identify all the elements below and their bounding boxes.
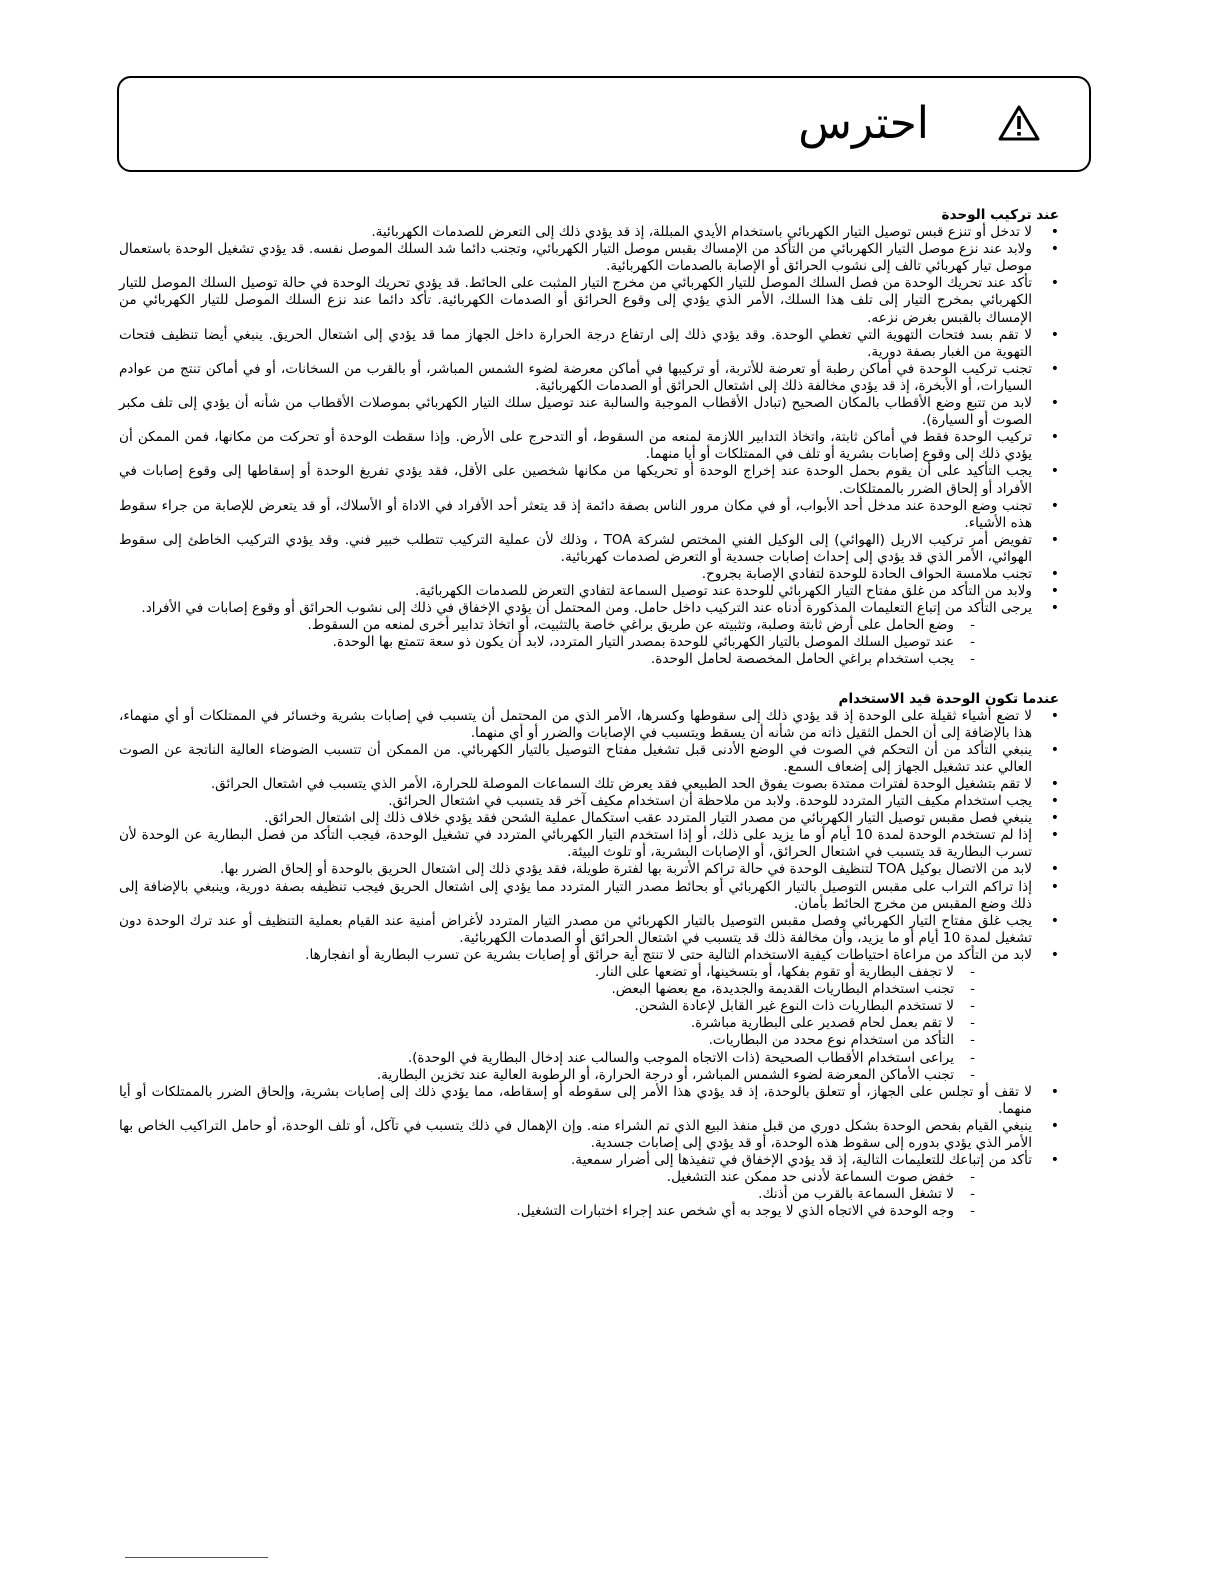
list-item [119,566,1059,583]
sub-list-item: - التأكد من استخدام نوع محدد من البطاريات. [119,1032,1032,1049]
list-item-text: ولابد عند نزع موصل التيار الكهربائي من التأكد من الإمساك بقبس موصل التيار الكهربائي، وتجنب دائما شد السلك الموصل نفسه. قد يؤدي تشغيل الوحدة باستعمال موصل تيار كهربائي تالف إلى نشوب الحرائق أو الإصابة بالصدمات الكهربائية. [119,241,1032,275]
list-item [119,913,1059,947]
list-item-text: يجب التأكيد على أن يقوم بحمل الوحدة عند إخراج الوحدة أو تحريكها من مكانها شخصين على الأقل، فقد يؤدي تفريغ الوحدة أو إسقاطها إلى وقوع إصابات في الأفراد أو إلحاق الضرر بالممتلكات. [119,463,1032,497]
list-item-text: لا تقف أو تجلس على الجهاز، أو تتعلق بالوحدة، إذ قد يؤدي هذا الأمر إلى سقوطه أو إسقاطه، مما يؤدي ذلك إلى إصابات بشرية، وإلحاق الضرر بالممتلكات أو أيا منهما. [119,1083,1032,1117]
footer-rule [125,1557,268,1558]
sub-list [119,1169,1032,1220]
sub-list-item: - لا تجفف البطارية أو تقوم بفكها، أو بتسخينها، أو تضعها على النار. [119,964,1032,981]
caution-title: احترس [798,98,929,149]
sub-list-item: - تجنب الأماكن المعرضة لضوء الشمس المباشر، أو درجة الحرارة، أو الرطوبة العالية عند تخزين البطارية. [119,1067,1032,1084]
list-item-text: تأكد من إتباعك للتعليمات التالية، إذ قد يؤدي الإخفاق في تنفيذها إلى أضرار سمعية. [570,1152,1032,1169]
list-item-text: تجنب ملامسة الحواف الحادة للوحدة لتفادي الإصابة بجروح. [701,565,1032,582]
list-item [119,1118,1059,1152]
sub-list-item: - يراعى استخدام الأقطاب الصحيحة (ذات الاتجاه الموجب والسالب عند إدخال البطارية في الوحدة). [119,1050,1032,1067]
list-item [119,708,1059,742]
list-item [119,532,1059,566]
list-item [119,395,1059,429]
list-item-text: لا تقم بسد فتحات التهوية التي تغطي الوحدة. وقد يؤدي ذلك إلى ارتفاع درجة الحرارة داخل الجهاز مما قد يؤدي إلى اشتعال الحريق. ينبغي أيضا تنظيف فتحات التهوية من الغبار بصفة دورية. [119,326,1032,360]
list-item-text: تجنب تركيب الوحدة في أماكن رطبة أو تعرضة للأتربة، أو تركيبها في أماكن معرضة لضوء الشمس المباشر، أو بالقرب من السخانات، أو في أماكن تنتج من عوادم السيارات، أو الأبخرة، إذ قد يؤدي مخالفة ذلك إلى اشتعال الحرائق أو الصدمات الكهربائية. [119,360,1032,394]
sub-list-item: - وضع الحامل على أرض ثابتة وصلبة، وتثبيته عن طريق براغي خاصة بالتثبيت، أو اتخاذ تدابير أخرى لمنعه من السقوط. [119,617,1032,634]
list-item-text: تفويض أمر تركيب الاريل (الهوائي) إلى الوكيل الفني المختص لشركة TOA ، وذلك لأن عملية التركيب تتطلب خبير فني. وقد يؤدي التركيب الخاطئ إلى سقوط الهوائي، الأمر الذي قد يؤدي إلى إحداث إصابات جسدية أو التعرض لصدمات كهربائية. [119,531,1032,565]
list-item [119,879,1059,913]
list-item [119,861,1059,878]
section-heading: عند تركيب الوحدة [941,207,1059,223]
list-item [119,742,1059,776]
list-item-text: لا تدخل أو تنزع قبس توصيل التيار الكهربائي باستخدام الأيدي المبللة، إذ قد يؤدي ذلك إلى التعرض للصدمات الكهربائية. [371,224,1032,241]
safety-content [119,207,1059,1220]
list-item-text: لابد من الاتصال بوكيل TOA لتنظيف الوحدة في حالة تراكم الأتربة بها لفترة طويلة، فقد يؤدي ذلك إلى اشتعال الحريق بالوحدة أو إلحاق الضرر بها. [220,861,1032,878]
list-item-text: يجب غلق مفتاح التيار الكهربائي وفصل مقبس التوصيل بالتيار الكهربائي من مصدر التيار المتردد لأغراض أمنية عند القيام بعملية التنظيف أو عند ترك الوحدة دون تشغيل لمدة 10 أيام أو ما يزيد، وأن مخالفة ذلك قد يتسبب في اشتعال الحرائق أو الصدمات الكهربائية. [119,912,1032,946]
list-item [119,429,1059,463]
list-item-text: لا تقم بتشغيل الوحدة لفترات ممتدة بصوت يفوق الحد الطبيعي فقد يعرض تلك السماعات الموصلة للحرارة، الأمر الذي يتسبب في اشتعال الحرائق. [210,776,1032,792]
list-item-text: تجنب وضع الوحدة عند مدخل أحد الأبواب، أو في مكان مرور الناس بصفة دائمة إذ قد يتعثر أحد الأفراد في الاداة أو الأسلاك، أو قد يتعرض للإصابة من جراء سقوط هذه الأشياء. [119,497,1032,531]
list-item [119,275,1059,326]
list-item-text: لابد من تتبع وضع الأقطاب بالمكان الصحيح (تبادل الأقطاب الموجبة والسالبة عند توصيل سلك التيار الكهربائي بموصلات الأقطاب من شأنه أن يؤدي إلى تلف مكبر الصوت أو السيارة). [119,395,1032,429]
list-item [119,1152,1059,1220]
list-item [119,600,1059,668]
list-item-text: يرجى التأكد من إتباع التعليمات المذكورة أدناه عند التركيب داخل حامل. ومن المحتمل أن يؤدي الإخفاق في ذلك إلى نشوب الحرائق أو وقوع إصابات في الأفراد. [141,600,1032,617]
sub-list-item: - لا تشغل السماعة بالقرب من أذنك. [119,1186,1032,1203]
bullet-list [119,224,1059,668]
list-item [119,810,1059,827]
sub-list-item: - وجه الوحدة في الاتجاه الذي لا يوجد به أي شخص عند إجراء اختبارات التشغيل. [119,1203,1032,1220]
sub-list-item: - تجنب استخدام البطاريات القديمة والجديدة، مع بعضها البعض. [119,981,1032,998]
sub-list-item: - خفض صوت السماعة لأدنى حد ممكن عند التشغيل. [119,1169,1032,1186]
list-item [119,498,1059,532]
list-item-text: إذا لم تستخدم الوحدة لمدة 10 أيام أو ما يزيد على ذلك، أو إذا استخدم التيار الكهربائي المتردد في تشغيل الوحدة، فيجب التأكد من فصل البطارية عن الوحدة لأن تسرب البطارية قد يتسبب في اشتعال الحرائق، أو الإصابات البشرية، أو تلوث البيئة. [119,827,1032,861]
list-item [119,827,1059,861]
sub-list-item: - لا تقم بعمل لحام قصدير على البطارية مباشرة. [119,1015,1032,1032]
list-item-text: يجب استخدام مكيف التيار المتردد للوحدة. ولابد من ملاحظة أن استخدام مكيف آخر قد يتسبب في اشتعال الحرائق. [388,793,1032,810]
list-item [119,327,1059,361]
sub-list-item: - عند توصيل السلك الموصل بالتيار الكهربائي للوحدة بمصدر التيار المتردد، لابد أن يكون ذو سعة تتمتع بها الوحدة. [119,634,1032,651]
list-item-text: ينبغي فصل مقبس توصيل التيار الكهربائي من مصدر التيار المتردد عقب استكمال عملية الشحن فقد يؤدي خلاف ذلك إلى اشتعال الحرائق. [264,810,1032,827]
list-item [119,1084,1059,1118]
list-item [119,947,1059,1084]
list-item-text: إذا تراكم التراب على مقبس التوصيل بالتيار الكهربائي أو بحائط مصدر التيار المتردد مما يؤدي إلى اشتعال الحريق فيجب تنظيفه بصفة دورية، وينبغي بالإضافة إلى ذلك وضع المقبس من مخرج الحائط بأمان. [119,878,1032,912]
list-item [119,241,1059,275]
list-item [119,583,1059,600]
list-item-text: تأكد عند تحريك الوحدة من فصل السلك الموصل للتيار الكهربائي من مخرج التيار المثبت على الحائط. قد يؤدي تحريك الوحدة في حالة توصيل السلك الموصل للتيار الكهربائي بمخرج التيار إلى تلف هذا السلك، الأمر الذي يؤدي إلى وقوع الحرائق أو الصدمات الكهربائية. تأكد دائما عند نزع السلك الموصل للتيار الكهربائي من الإمساك بالقبس بغرض نزعه. [119,275,1032,326]
sub-list [119,617,1032,668]
list-item-text: ولابد من التأكد من غلق مفتاح التيار الكهربائي للوحدة عند توصيل السماعة لتفادي التعرض للصدمات الكهربائية. [415,583,1032,600]
list-item-text: تركيب الوحدة فقط في أماكن ثابتة، واتخاذ التدابير اللازمة لمنعه من السقوط، أو التدحرج على الأرض. وإذا سقطت الوحدة أو تحركت من مكانها، فمن الممكن أن يؤدي ذلك إلى وقوع إصابات بشرية أو تلف في الممتلكات أو أيا منهما. [119,429,1032,463]
list-item-text: لا تضع أشياء ثقيلة على الوحدة إذ قد يؤدي ذلك إلى سقوطها وكسرها، الأمر الذي من المحتمل أن يتسبب في إصابات بشرية وخسائر في الممتلكات أو أي منهماء، هذا بالإضافة إلى أن الحمل الثقيل ذاته من شأنه أن يسقط ويتسبب في الإصابات والضرر أو أي منهما. [119,707,1032,741]
caution-banner [117,76,1091,172]
sub-list [119,964,1032,1084]
bullet-list [119,708,1059,1221]
list-item [119,776,1059,793]
warning-triangle-icon [997,104,1041,142]
section-heading: عندما تكون الوحدة قيد الاستخدام [838,690,1059,707]
sub-list-item: - يجب استخدام براغي الحامل المخصصة لحامل الوحدة. [119,651,1032,668]
list-item [119,463,1059,497]
sub-list-item: - لا تستخدم البطاريات ذات النوع غير القابل لإعادة الشحن. [119,998,1032,1015]
list-item [119,793,1059,810]
list-item-text: لابد من التأكد من مراعاة احتياطات كيفية الاستخدام التالية حتى لا تنتج أية حرائق أو إصابات بشرية عن تسرب البطارية أو انفجارها. [305,946,1032,963]
list-item [119,224,1059,241]
list-item [119,361,1059,395]
list-item-text: ينبغي التأكد من أن التحكم في الصوت في الوضع الأدنى قبل تشغيل مفتاح التوصيل بالتيار الكهربائي. من الممكن أن تتسبب الضوضاء العالية الناتجة عن الصوت العالي عند تشغيل الجهاز إلى إضعاف السمع. [119,741,1032,775]
list-item-text: ينبغي القيام بفحص الوحدة بشكل دوري من قبل منفذ البيع الذي تم الشراء منه. وإن الإهمال في ذلك يتسبب في تآكل، أو تلف الوحدة، أو حامل التراكيب الخاص بها الأمر الذي يؤدي بدوره إلى سقوط هذه الوحدة، أو قد يؤدي إلى إصابات جسدية. [119,1117,1032,1151]
